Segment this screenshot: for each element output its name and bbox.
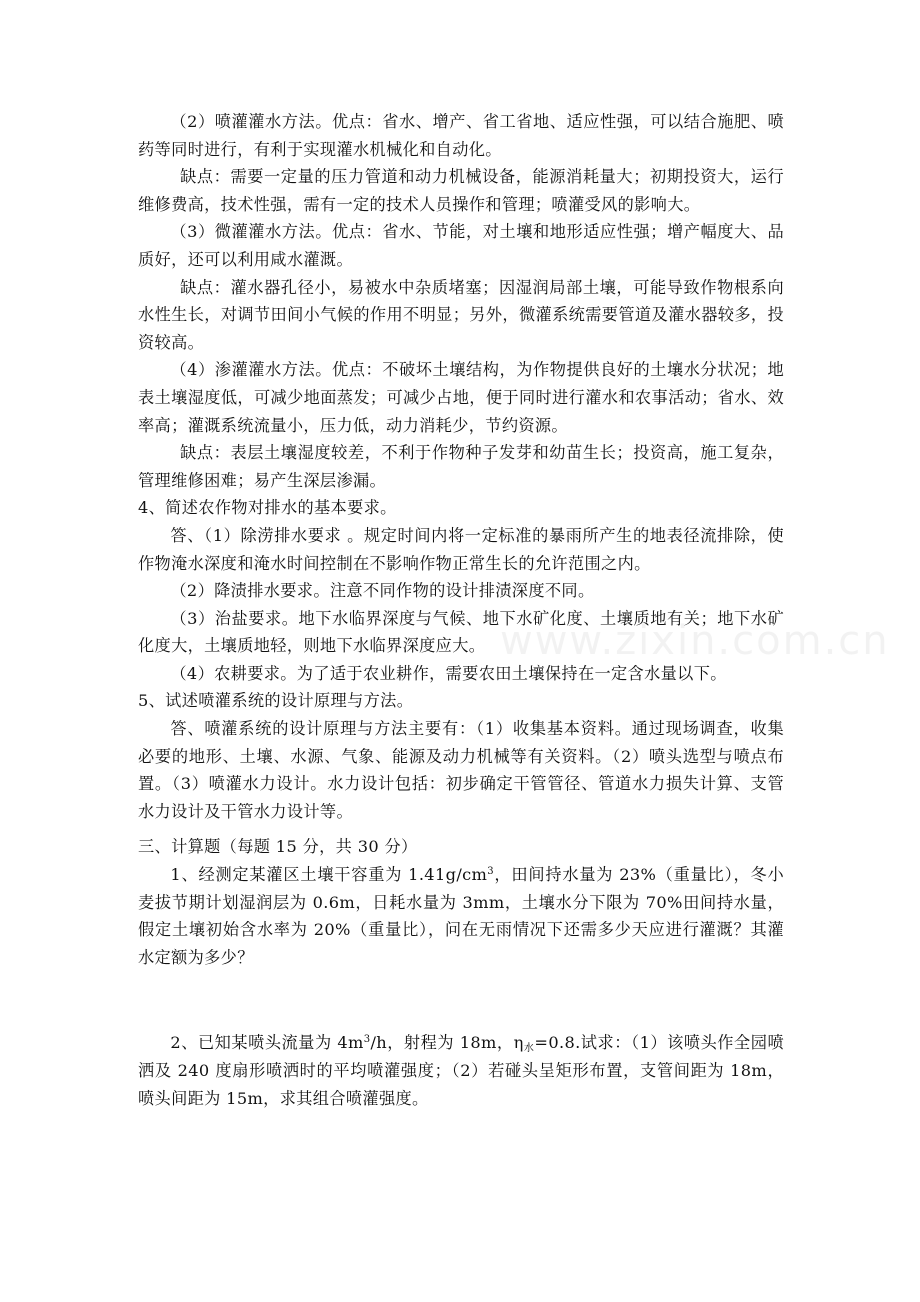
- paragraph-p6: 缺点：表层土壤湿度较差，不利于作物种子发芽和幼苗生长；投资高，施工复杂，管理维修困难；易产生深层渗漏。: [138, 443, 784, 490]
- question-1: [138, 861, 784, 971]
- question-2-subscript: 水: [523, 1043, 535, 1055]
- paragraph-p4: 缺点：灌水器孔径小，易被水中杂质堵塞；因湿润局部土壤，可能导致作物根系向水性生长，对调节田间小气候的作用不明显；另外，微灌系统需要管道及灌水器较多，投资较高。: [138, 277, 784, 352]
- paragraph-p7: 4、简述农作物对排水的基本要求。: [138, 498, 397, 518]
- paragraph-p11: （4）农耕要求。为了适于农业耕作，需要农田土壤保持在一定含水量以下。: [170, 663, 727, 683]
- answer-paragraphs: [138, 108, 784, 825]
- paragraph-p12: 5、试述喷灌系统的设计原理与方法。: [138, 691, 414, 711]
- question-1-text-b: ，田间持水量为 23%（重量比），冬小麦拔节期计划湿润层为 0.6m，日耗水量为 3mm，土壤水分下限为 70%田间持水量，假定土壤初始含水率为 20%（重量比），问在无雨情况下还需多少天应进行灌溉？其灌水定额为多少？: [138, 865, 784, 967]
- paragraph-p13: 答、喷灌系统的设计原理与方法主要有：（1）收集基本资料。通过现场调查，收集必要的地形、土壤、水源、气象、能源及动力机械等有关资料。（2）喷头选型与喷点布置。（3）喷灌水力设计。水力设计包括：初步确定干管管径、管道水力损失计算、支管水力设计及干管水力设计等。: [138, 719, 784, 821]
- question-1-superscript: 3: [487, 866, 494, 878]
- question-2-text-a: 2、已知某喷头流量为 4m: [170, 1033, 364, 1053]
- question-2: [138, 1029, 784, 1112]
- paragraph-p2: 缺点：需要一定量的压力管道和动力机械设备，能源消耗量大；初期投资大，运行维修费高，技术性强，需有一定的技术人员操作和管理；喷灌受风的影响大。: [138, 167, 784, 214]
- paragraph-p3: （3）微灌灌水方法。优点：省水、节能，对土壤和地形适应性强；增产幅度大、品质好，还可以利用咸水灌溉。: [138, 222, 784, 269]
- question-2-text-c: =0.8.试求：（1）该喷头作全园喷洒及 240 度扇形喷洒时的平均喷灌强度；（2）若碰头呈矩形布置，支管间距为 18m，喷头间距为 15m，求其组合喷灌强度。: [138, 1033, 784, 1108]
- paragraph-p9: （2）降渍排水要求。注意不同作物的设计排渍深度不同。: [170, 581, 595, 601]
- paragraph-p1: （2）喷灌灌水方法。优点：省水、增产、省工省地、适应性强，可以结合施肥、喷药等同时进行，有利于实现灌水机械化和自动化。: [138, 112, 784, 159]
- paragraph-p5: （4）渗灌灌水方法。优点：不破坏土壤结构，为作物提供良好的土壤水分状况；地表土壤湿度低，可减少地面蒸发；可减少占地，便于同时进行灌水和农事活动；省水、效率高；灌溉系统流量小，压力低，动力消耗少，节约资源。: [138, 360, 784, 435]
- question-1-text-a: 1、经测定某灌区土壤干容重为 1.41g/cm: [170, 865, 488, 885]
- paragraph-p8: 答、（1）除涝排水要求 。规定时间内将一定标准的暴雨所产生的地表径流排除，使作物淹水深度和淹水时间控制在不影响作物正常生长的允许范围之内。: [138, 525, 784, 573]
- watermark: www.zixin.com.cn: [500, 618, 890, 664]
- document-page: [138, 108, 784, 1112]
- paragraph-p10: （3）治盐要求。地下水临界深度与气候、地下水矿化度、土壤质地有关；地下水矿化度大，土壤质地轻，则地下水临界深度应大。: [138, 608, 784, 656]
- section-title: 三、计算题（每题 15 分，共 30 分）: [138, 837, 418, 857]
- question-2-superscript: 3: [363, 1034, 371, 1046]
- question-2-text-b: /h，射程为 18m，η: [370, 1033, 524, 1053]
